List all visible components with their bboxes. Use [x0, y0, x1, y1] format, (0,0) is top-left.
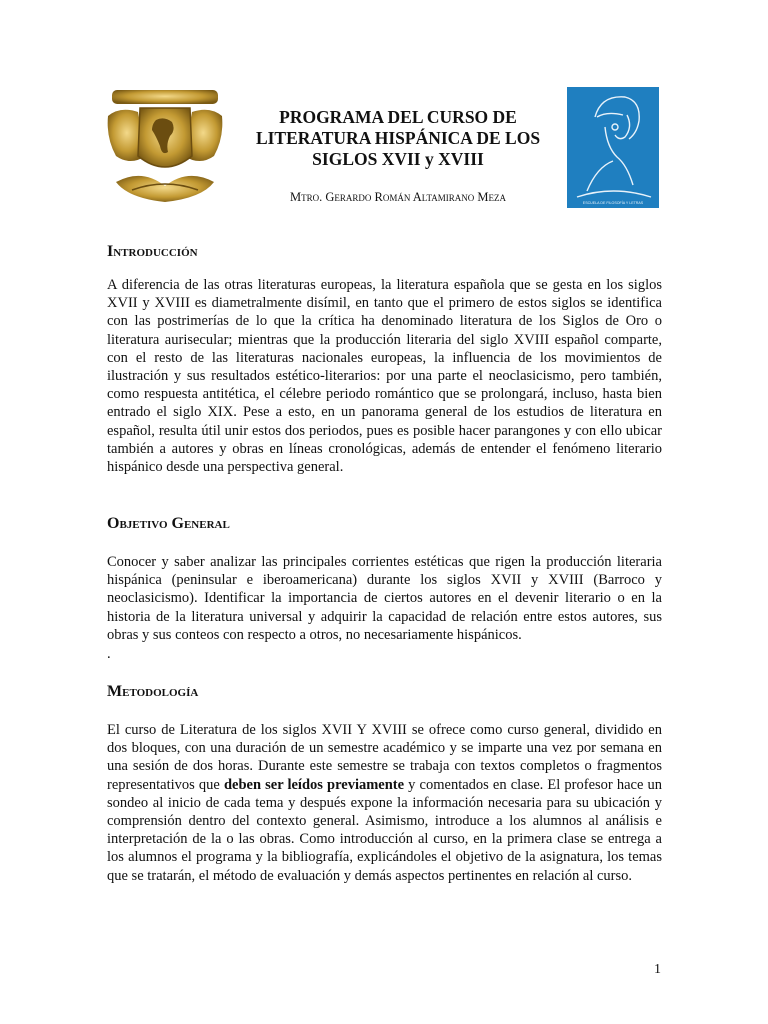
paragraph-introduccion: A diferencia de las otras literaturas europeas, la literatura española que se gesta en los siglos XVII y XVIII es diametralmente disímil, en tanto que el primero de estos siglos se identifica con las postrimerías de lo que la crítica ha denominado literatura de los Siglos de Oro o literatura aurisecular; mientras que la producción literaria del siglo XVIII español comparte, con el resto de las literaturas nacionales europeas, la influencia de los movimientos de ilustración y sus resultados estético-literarios: por una parte el neoclasicismo, pero también, como respuesta antitética, el célebre periodo romántico que se prolongará, incluso, hasta bien entrado el siglo XIX. Pese a esto, en un panorama general de los estudios de literatura en español, resulta útil unir estos dos periodos, pues es posible hacer parangones y con ello ubicar también a autores y obras en líneas cronológicas, además de entender el fenómeno literario hispánico desde una perspectiva general. [107, 277, 662, 476]
heading-introduccion [107, 243, 198, 261]
paragraph-metodologia [107, 721, 662, 885]
title-line-3: SIGLOS XVII y XVIII [312, 149, 484, 169]
title-line-1: PROGRAMA DEL CURSO DE [279, 107, 517, 127]
author-text: Mtro. Gerardo Román Altamirano Meza [289, 190, 506, 204]
document-title [238, 107, 558, 170]
heading-metodologia [107, 683, 198, 701]
paragraph-objetivo-trailing: . [107, 646, 111, 662]
page-number: 1 [654, 962, 661, 977]
title-line-2: LITERATURA HISPÁNICA DE LOS [255, 128, 541, 148]
right-logo-caption: ESCUELA DE FILOSOFÍA Y LETRAS [582, 201, 644, 205]
athena-helmet-icon [567, 87, 659, 208]
heading-objetivo-text: Objetivo General [107, 515, 230, 532]
paragraph-objetivo: Conocer y saber analizar las principales corrientes estéticas que rigen la producción literaria hispánica (peninsular e iberoamericana) durante los siglos XVII y XVIII (Barroco y neoclasicismo). Identificar la importancia de ciertos autores en el devenir literario o en la historia de la literatura universal y adquirir la capacidad de relación entre estos autores, sus obras y sus conteos con respecto a otros, no necesariamente hispánicos. [107, 554, 662, 643]
author-name [238, 190, 558, 205]
unam-coat-of-arms-icon [102, 86, 228, 212]
metodologia-text-2: y comentados en clase. El profesor hace un sondeo al inicio de cada tema y después expone la información necesaria para su ubicación y comprensión dentro del contexto general. Asimismo, introduce a los alumnos al análisis e interpretación de la o las obras. Como introducción al curso, en la primera clase se entrega a los alumnos el programa y la bibliografía, explicándoles el objetivo de la asignatura, los temas que se tratarán, el método de evaluación y demás aspectos pertinentes en relación al curso. [107, 776, 662, 884]
metodologia-bold: deben ser leídos previamente [223, 776, 405, 793]
heading-introduccion-text: Introducción [107, 243, 198, 260]
heading-metodologia-text: Metodología [107, 683, 199, 700]
heading-objetivo-general [107, 515, 230, 533]
metodologia-text-1: El curso de Literatura de los siglos XVII Y XVIII se ofrece como curso general, dividido en dos bloques, con una duración de un semestre académico y se imparte una vez por semana en una sesión de dos horas. Durante este semestre se trabaja con textos completos o fragmentos representativos que [107, 722, 662, 793]
